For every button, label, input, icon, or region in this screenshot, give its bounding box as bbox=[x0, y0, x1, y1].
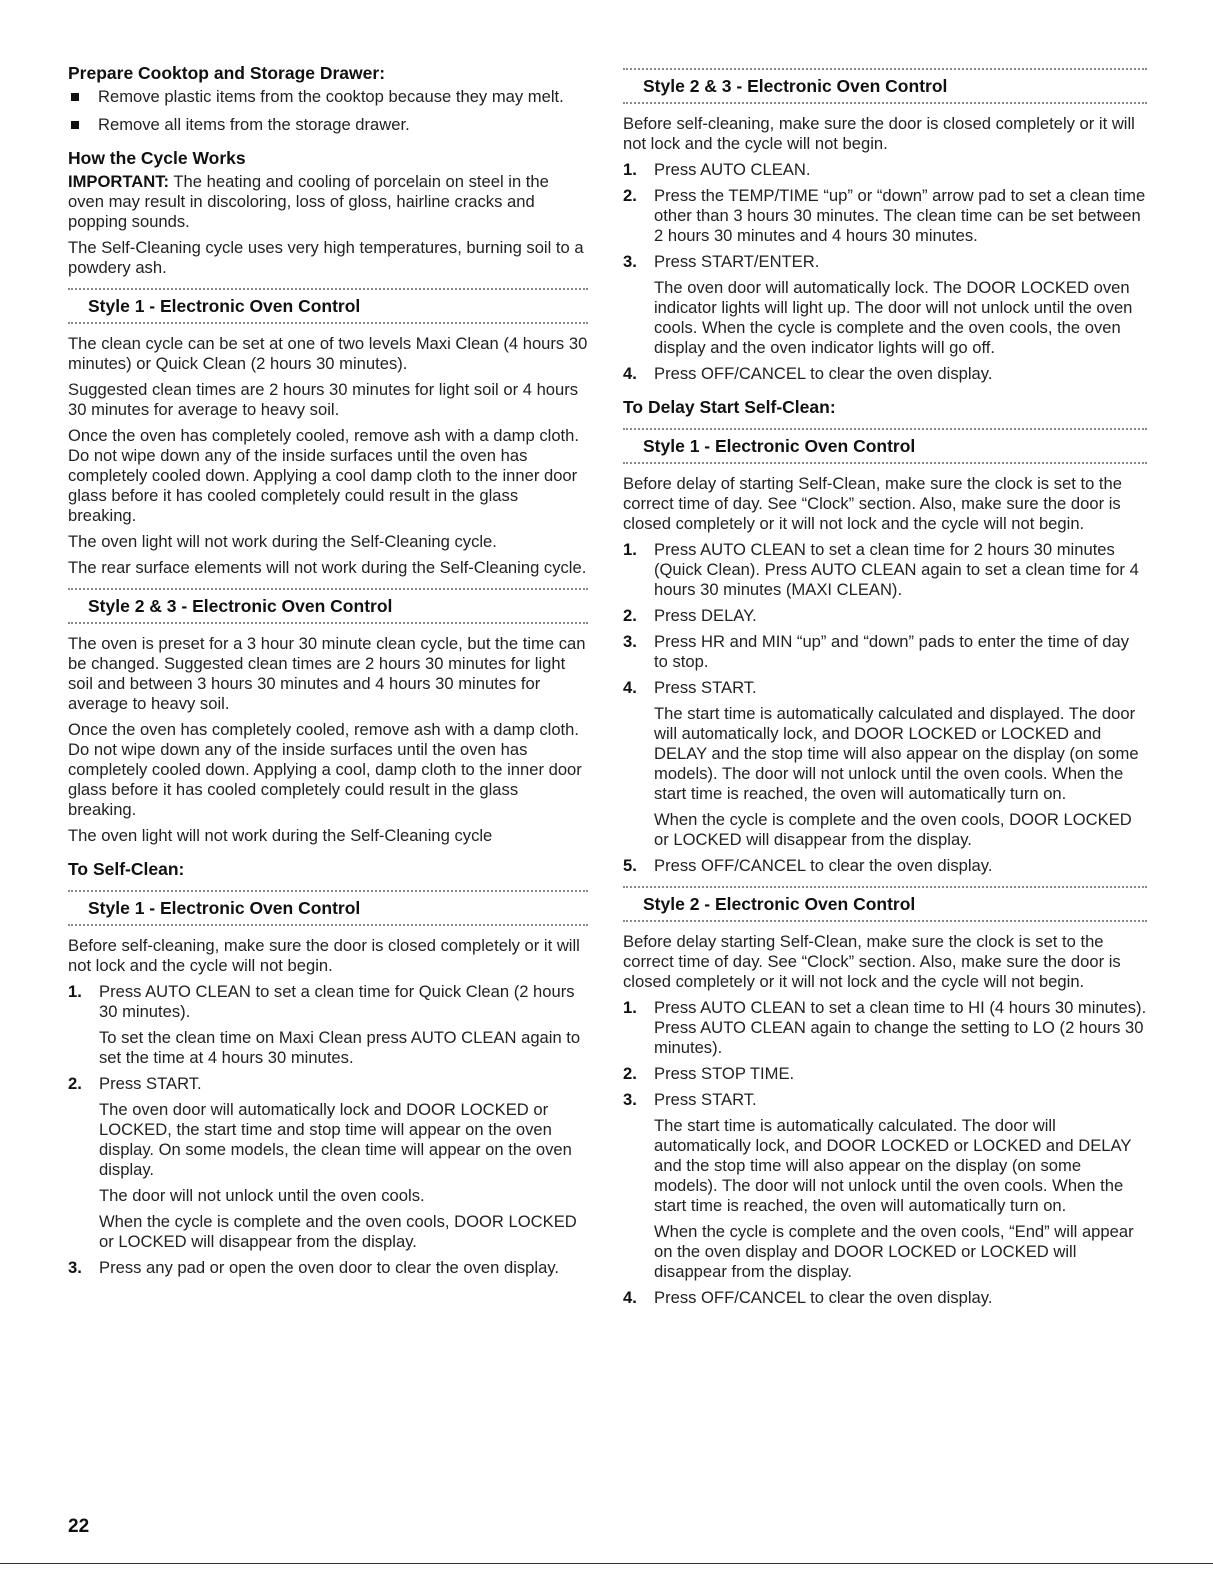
step-note: When the cycle is complete and the oven cools, “End” will appear on the oven display and DOOR LOCKED or LOCKED will disappear from the display. bbox=[654, 1222, 1134, 1281]
sc-style23-section-header bbox=[623, 68, 1147, 104]
bullet-item: Remove plastic items from the cooktop because they may melt. bbox=[68, 87, 588, 107]
sc-style1-steps bbox=[68, 982, 588, 1278]
step-note: The oven door will automatically lock and DOOR LOCKED or LOCKED, the start time and stop time will appear on the oven display. On some models, the clean time will appear on the oven display. bbox=[99, 1100, 572, 1179]
step-text: Press STOP TIME. bbox=[654, 1064, 795, 1083]
step-item bbox=[623, 606, 1147, 626]
step-item bbox=[68, 982, 588, 1068]
paragraph: The oven light will not work during the Self-Cleaning cycle bbox=[68, 826, 493, 845]
paragraph: The clean cycle can be set at one of two levels Maxi Clean (4 hours 30 minutes) or Quick Clean (2 hours 30 minutes). bbox=[68, 334, 588, 373]
sc-style1-title: Style 1 - Electronic Oven Control bbox=[88, 898, 361, 918]
sc-style1-section-header bbox=[68, 890, 588, 926]
dotted-rule bbox=[623, 462, 1147, 464]
step-number: 2. bbox=[68, 1074, 82, 1093]
step-number: 3. bbox=[623, 632, 637, 651]
cycle-heading: How the Cycle Works bbox=[68, 148, 246, 168]
step-number: 3. bbox=[623, 252, 637, 271]
step-item bbox=[623, 540, 1147, 600]
d-style2-steps bbox=[623, 998, 1147, 1308]
d-style2-intro: Before delay starting Self-Clean, make sure the clock is set to the correct time of day. See “Clock” section. Also, make sure the door is closed completely or it will not lock and the cycle will not begin. bbox=[623, 932, 1121, 991]
d-style1-steps bbox=[623, 540, 1147, 876]
sc-style23-intro: Before self-cleaning, make sure the door is closed completely or it will not lock and the cycle will not begin. bbox=[623, 114, 1135, 153]
step-note: To set the clean time on Maxi Clean press AUTO CLEAN again to set the time at 4 hours 30 minutes. bbox=[99, 1028, 581, 1067]
dotted-rule bbox=[68, 322, 588, 324]
step-note: The door will not unlock until the oven cools. bbox=[99, 1186, 425, 1205]
step-item bbox=[623, 160, 1147, 180]
step-item bbox=[623, 252, 1147, 358]
step-number: 4. bbox=[623, 1288, 637, 1307]
step-text: Press AUTO CLEAN to set a clean time to HI (4 hours 30 minutes). Press AUTO CLEAN again to change the setting to LO (2 hours 30 minutes). bbox=[654, 998, 1147, 1057]
step-number: 1. bbox=[623, 540, 637, 559]
step-text: Press START. bbox=[99, 1074, 202, 1093]
paragraph: Suggested clean times are 2 hours 30 minutes for light soil or 4 hours 30 minutes for average to heavy soil. bbox=[68, 380, 579, 419]
step-number: 3. bbox=[623, 1090, 637, 1109]
step-note: The start time is automatically calculated. The door will automatically lock, and DOOR LOCKED or LOCKED and DELAY and the stop time will also appear on the display (on some models). The door will not unlock until the oven cools. When the start time is reached, the oven will automatically turn on. bbox=[654, 1116, 1132, 1215]
step-text: Press AUTO CLEAN. bbox=[654, 160, 811, 179]
step-note: When the cycle is complete and the oven cools, DOOR LOCKED or LOCKED will disappear from the display. bbox=[99, 1212, 577, 1251]
sc-style1-intro: Before self-cleaning, make sure the door is closed completely or it will not lock and the cycle will not begin. bbox=[68, 936, 580, 975]
sc-style23-title: Style 2 & 3 - Electronic Oven Control bbox=[643, 76, 948, 96]
step-number: 2. bbox=[623, 1064, 637, 1083]
dotted-rule bbox=[68, 924, 588, 926]
step-item bbox=[623, 186, 1147, 246]
paragraph: The rear surface elements will not work during the Self-Cleaning cycle. bbox=[68, 558, 587, 577]
prep-bullet-list bbox=[68, 87, 588, 135]
step-item bbox=[623, 678, 1147, 850]
d-style1-title: Style 1 - Electronic Oven Control bbox=[643, 436, 916, 456]
self-clean-heading: To Self-Clean: bbox=[68, 859, 185, 879]
step-text: Press any pad or open the oven door to clear the oven display. bbox=[99, 1258, 559, 1277]
step-item bbox=[623, 1064, 1147, 1084]
step-item bbox=[623, 856, 1147, 876]
step-number: 4. bbox=[623, 678, 637, 697]
step-item bbox=[623, 1090, 1147, 1282]
d-style1-intro: Before delay of starting Self-Clean, make sure the clock is set to the correct time of day. See “Clock” section. Also, make sure the door is closed completely or it will not lock and the cycle will not begin. bbox=[623, 474, 1122, 533]
dotted-rule bbox=[68, 622, 588, 624]
bottom-rule bbox=[0, 1563, 1213, 1564]
important-label: IMPORTANT: bbox=[68, 172, 170, 191]
step-text: Press START/ENTER. bbox=[654, 252, 820, 271]
important-text: The heating and cooling of porcelain on steel in the oven may result in discoloring, loss of gloss, hairline cracks and popping sounds. bbox=[68, 172, 549, 231]
step-text: Press HR and MIN “up” and “down” pads to enter the time of day to stop. bbox=[654, 632, 1129, 671]
delay-heading: To Delay Start Self-Clean: bbox=[623, 397, 836, 417]
step-text: Press OFF/CANCEL to clear the oven display. bbox=[654, 856, 993, 875]
step-item bbox=[623, 364, 1147, 384]
bullet-item: Remove all items from the storage drawer. bbox=[68, 115, 588, 135]
step-item bbox=[68, 1074, 588, 1252]
paragraph: The oven is preset for a 3 hour 30 minute clean cycle, but the time can be changed. Suggested clean times are 2 hours 30 minutes for light soil and between 3 hours 30 minutes and 4 hours 30 minutes for average to heavy soil. bbox=[68, 634, 586, 713]
paragraph: Once the oven has completely cooled, remove ash with a damp cloth. Do not wipe down any of the inside surfaces until the oven has completely cooled down. Applying a cool, damp cloth to the inner door glass before it has cooled completely could result in the glass breaking. bbox=[68, 720, 582, 819]
step-note: When the cycle is complete and the oven cools, DOOR LOCKED or LOCKED will disappear from the display. bbox=[654, 810, 1132, 849]
style23-title: Style 2 & 3 - Electronic Oven Control bbox=[88, 596, 393, 616]
step-text: Press START. bbox=[654, 1090, 757, 1109]
d-style2-section-header bbox=[623, 886, 1147, 922]
step-number: 5. bbox=[623, 856, 637, 875]
step-number: 2. bbox=[623, 606, 637, 625]
style23-paragraphs bbox=[68, 634, 588, 846]
dotted-rule bbox=[623, 920, 1147, 922]
step-text: Press DELAY. bbox=[654, 606, 757, 625]
step-item bbox=[68, 1258, 588, 1278]
style1-paragraphs bbox=[68, 334, 588, 578]
paragraph: Once the oven has completely cooled, remove ash with a damp cloth. Do not wipe down any of the inside surfaces until the oven has completely cooled down. Applying a cool damp cloth to the inner door glass before it has cooled completely could result in the glass breaking. bbox=[68, 426, 579, 525]
style1-section-header bbox=[68, 288, 588, 324]
style23-section-header bbox=[68, 588, 588, 624]
sc-style23-steps bbox=[623, 160, 1147, 384]
important-paragraph bbox=[68, 172, 588, 232]
step-text: Press OFF/CANCEL to clear the oven display. bbox=[654, 364, 993, 383]
d-style1-section-header bbox=[623, 428, 1147, 464]
step-text: Press AUTO CLEAN to set a clean time for Quick Clean (2 hours 30 minutes). bbox=[99, 982, 575, 1021]
step-number: 2. bbox=[623, 186, 637, 205]
step-item bbox=[623, 632, 1147, 672]
prep-heading: Prepare Cooktop and Storage Drawer: bbox=[68, 63, 386, 83]
step-number: 3. bbox=[68, 1258, 82, 1277]
left-column bbox=[68, 62, 588, 1284]
step-text: Press START. bbox=[654, 678, 757, 697]
step-text: Press OFF/CANCEL to clear the oven display. bbox=[654, 1288, 993, 1307]
right-column bbox=[623, 62, 1147, 1314]
step-text: Press AUTO CLEAN to set a clean time for 2 hours 30 minutes (Quick Clean). Press AUTO CLEAN again to set a clean time for 4 hours 30 minutes (MAXI CLEAN). bbox=[654, 540, 1139, 599]
paragraph: The oven light will not work during the Self-Cleaning cycle. bbox=[68, 532, 497, 551]
step-number: 4. bbox=[623, 364, 637, 383]
step-number: 1. bbox=[623, 998, 637, 1017]
d-style2-title: Style 2 - Electronic Oven Control bbox=[643, 894, 916, 914]
step-number: 1. bbox=[68, 982, 82, 1001]
style1-title: Style 1 - Electronic Oven Control bbox=[88, 296, 361, 316]
step-note: The oven door will automatically lock. The DOOR LOCKED oven indicator lights will light up. The door will not unlock until the oven cools. When the cycle is complete and the oven cools, the oven display and the oven indicator lights will go off. bbox=[654, 278, 1133, 357]
dotted-rule bbox=[623, 102, 1147, 104]
step-note: The start time is automatically calculated and displayed. The door will automatically lock, and DOOR LOCKED or LOCKED and DELAY and the stop time will also appear on the display (on some models). The door will not unlock until the oven cools. When the start time is reached, the oven will automatically turn on. bbox=[654, 704, 1139, 803]
step-item bbox=[623, 1288, 1147, 1308]
step-item bbox=[623, 998, 1147, 1058]
step-number: 1. bbox=[623, 160, 637, 179]
step-text: Press the TEMP/TIME “up” or “down” arrow pad to set a clean time other than 3 hours 30 minutes. The clean time can be set between 2 hours 30 minutes and 4 hours 30 minutes. bbox=[654, 186, 1146, 245]
cycle-paragraph: The Self-Cleaning cycle uses very high temperatures, burning soil to a powdery ash. bbox=[68, 238, 584, 277]
page-number: 22 bbox=[68, 1516, 90, 1537]
